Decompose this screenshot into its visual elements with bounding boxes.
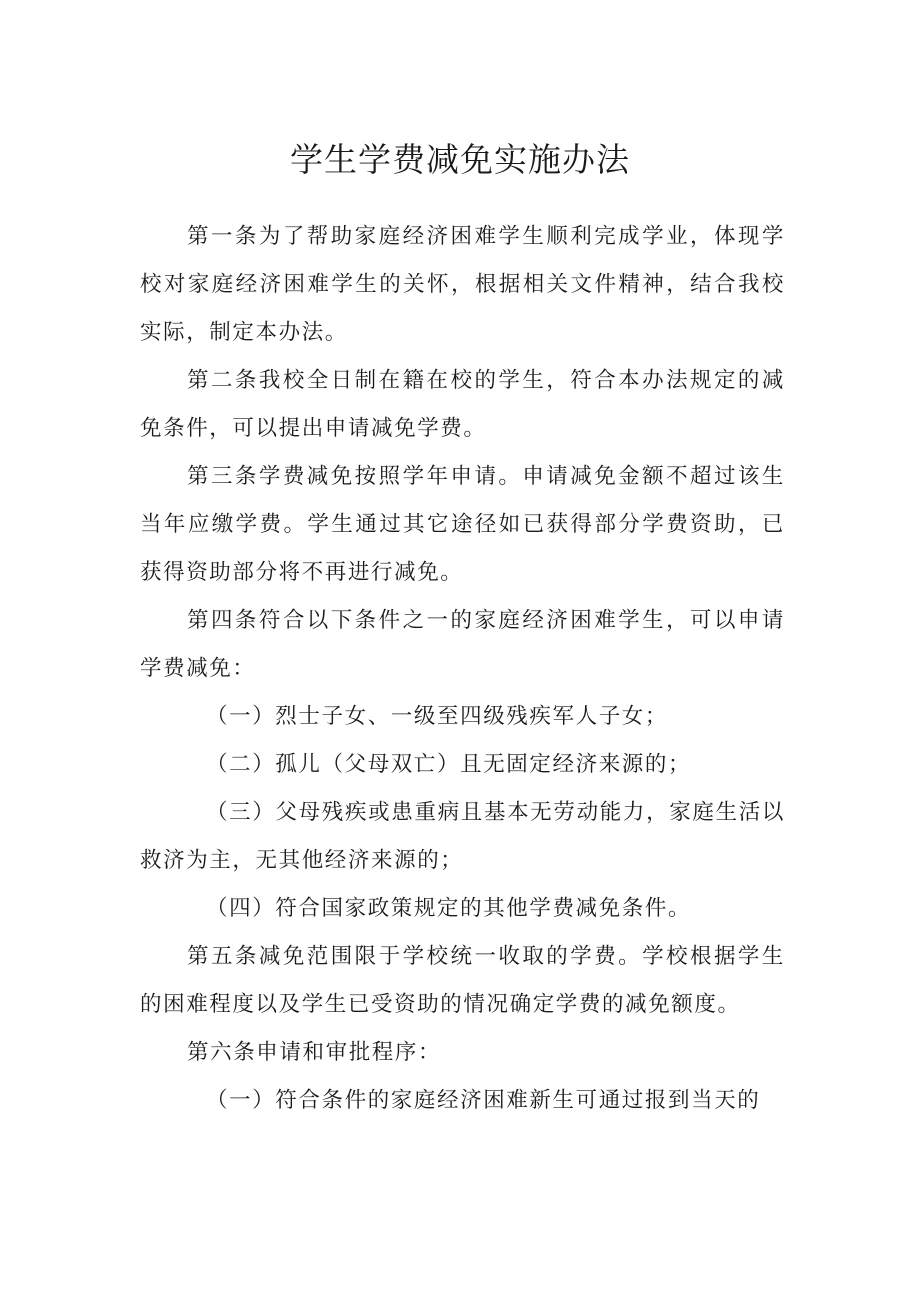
article-5: 第五条减免范围限于学校统一收取的学费。学校根据学生的困难程度以及学生已受资助的情况确定学费的减免额度。 bbox=[140, 944, 785, 1017]
article-2: 第二条我校全日制在籍在校的学生，符合本办法规定的减免条件，可以提出申请减免学费。 bbox=[140, 368, 785, 441]
article-4: 第四条符合以下条件之一的家庭经济困难学生，可以申请学费减免： bbox=[140, 608, 785, 681]
article-4-item-4: （四）符合国家政策规定的其他学费减免条件。 bbox=[206, 896, 692, 921]
article-6-item-1: （一）符合条件的家庭经济困难新生可通过报到当天的 bbox=[206, 1088, 761, 1113]
article-4-item-2: （二）孤儿（父母双亡）且无固定经济来源的； bbox=[206, 752, 692, 777]
document-title: 学生学费减免实施办法 bbox=[290, 140, 630, 179]
article-4-item-1: （一）烈士子女、一级至四级残疾军人子女； bbox=[206, 704, 669, 729]
article-4-item-3: （三）父母残疾或患重病且基本无劳动能力，家庭生活以救济为主，无其他经济来源的； bbox=[140, 800, 785, 873]
article-1: 第一条为了帮助家庭经济困难学生顺利完成学业，体现学校对家庭经济困难学生的关怀，根据相关文件精神，结合我校实际，制定本办法。 bbox=[140, 224, 785, 345]
article-3: 第三条学费减免按照学年申请。申请减免金额不超过该生当年应缴学费。学生通过其它途径如已获得部分学费资助，已获得资助部分将不再进行减免。 bbox=[140, 464, 785, 585]
article-6: 第六条申请和审批程序： bbox=[187, 1040, 442, 1065]
document-body bbox=[140, 213, 785, 1125]
